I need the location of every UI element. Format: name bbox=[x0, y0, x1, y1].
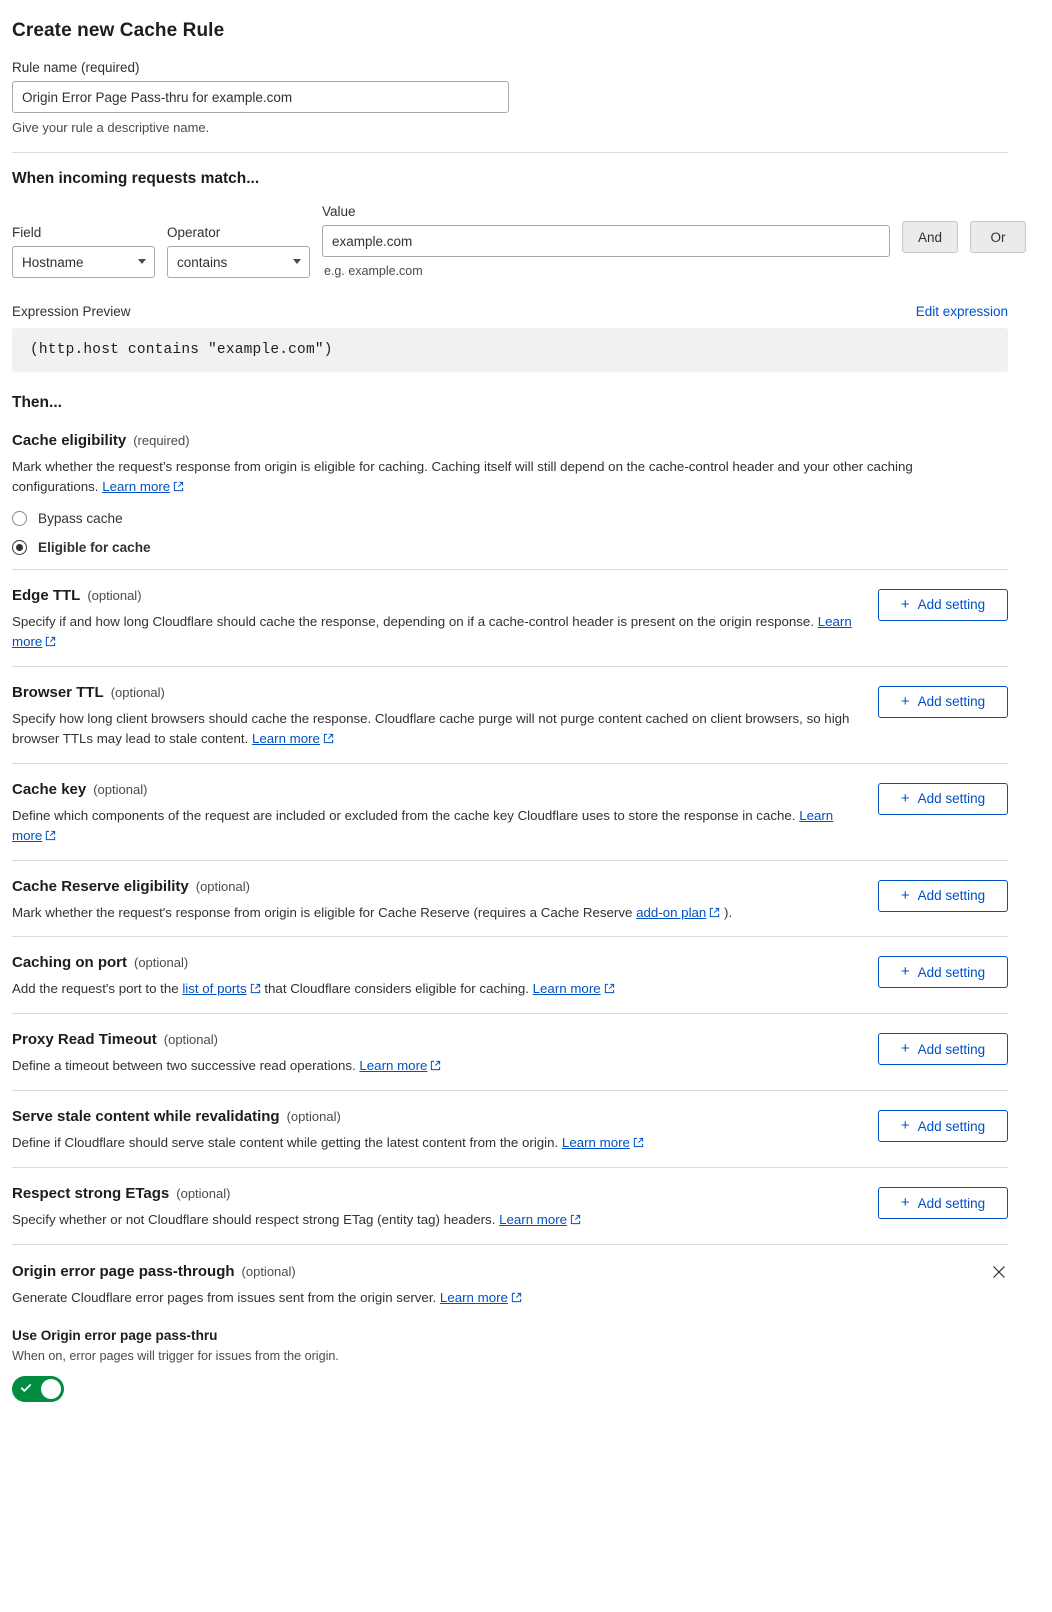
respect-etags-description-text: Specify whether or not Cloudflare should respect strong ETag (entity tag) headers. bbox=[12, 1212, 500, 1228]
caching-on-port-description-mid: that Cloudflare considers eligible for caching. bbox=[260, 981, 533, 997]
setting-block-browser-ttl bbox=[12, 667, 1008, 764]
external-link-icon bbox=[430, 1060, 441, 1071]
cache-eligibility-description-text: Mark whether the request’s response from origin is eligible for caching. Caching itself will still depend on the cache-control header and your other caching configurations. bbox=[12, 459, 913, 494]
operator-select-value: contains bbox=[177, 254, 228, 270]
add-setting-button-cache-key[interactable] bbox=[878, 783, 1008, 815]
and-column bbox=[902, 221, 958, 278]
add-setting-button-proxy-read-timeout[interactable] bbox=[878, 1033, 1008, 1065]
cache-eligibility-description bbox=[12, 457, 997, 497]
rule-name-helper: Give your rule a descriptive name. bbox=[12, 120, 210, 135]
add-setting-button-serve-stale[interactable] bbox=[878, 1110, 1008, 1142]
operator-select-wrap bbox=[167, 246, 310, 278]
serve-stale-tag: (optional) bbox=[286, 1109, 341, 1125]
plus-icon: + bbox=[900, 886, 910, 904]
add-setting-label: Add setting bbox=[917, 888, 986, 903]
match-section-title: When incoming requests match... bbox=[12, 170, 260, 187]
origin-error-page-tag: (optional) bbox=[241, 1264, 296, 1280]
divider-rule-name bbox=[12, 152, 1008, 153]
serve-stale-header bbox=[12, 1108, 858, 1125]
radio-icon bbox=[12, 511, 27, 526]
field-select[interactable] bbox=[12, 246, 155, 278]
radio-icon-selected bbox=[12, 540, 27, 555]
external-link-icon bbox=[173, 481, 184, 492]
plus-icon: + bbox=[900, 963, 910, 981]
add-setting-button-caching-on-port[interactable] bbox=[878, 956, 1008, 988]
cache-reserve-title: Cache Reserve eligibility bbox=[12, 877, 189, 895]
origin-error-page-title: Origin error page pass-through bbox=[12, 1263, 235, 1281]
value-label: Value bbox=[322, 204, 356, 219]
proxy-read-timeout-header bbox=[12, 1031, 858, 1048]
plus-icon: + bbox=[900, 1040, 910, 1058]
origin-error-page-block bbox=[12, 1245, 1008, 1416]
list-of-ports-link[interactable]: list of ports bbox=[182, 981, 247, 997]
then-title: Then... bbox=[12, 394, 62, 411]
origin-error-page-header bbox=[12, 1263, 1008, 1280]
add-setting-label: Add setting bbox=[917, 964, 986, 980]
rule-name-label: Rule name (required) bbox=[12, 60, 140, 75]
learn-more-link[interactable]: Learn more bbox=[359, 1058, 428, 1074]
expression-preview: (http.host contains "example.com") bbox=[12, 328, 1008, 372]
value-helper: e.g. example.com bbox=[324, 264, 423, 278]
add-setting-label: Add setting bbox=[917, 1195, 986, 1211]
cache-reserve-header bbox=[12, 878, 858, 895]
cache-eligibility-block bbox=[12, 412, 1008, 570]
caching-on-port-tag: (optional) bbox=[134, 955, 189, 971]
edge-ttl-description-text: Specify if and how long Cloudflare should cache the response, depending on if a cache-control header is present on the origin response. bbox=[12, 613, 818, 629]
external-link-icon bbox=[633, 1137, 644, 1148]
browser-ttl-description bbox=[12, 709, 858, 749]
page-title: Create new Cache Rule bbox=[12, 20, 225, 41]
cache-reserve-description-after: ). bbox=[720, 904, 733, 920]
learn-more-link[interactable]: Learn more bbox=[251, 730, 320, 746]
radio-bypass-cache-label: Bypass cache bbox=[38, 510, 123, 526]
or-button[interactable]: Or bbox=[970, 221, 1026, 253]
respect-etags-tag: (optional) bbox=[176, 1186, 231, 1202]
add-setting-label: Add setting bbox=[917, 694, 986, 710]
caching-on-port-title: Caching on port bbox=[12, 954, 127, 972]
cache-key-title: Cache key bbox=[12, 780, 87, 798]
external-link-icon bbox=[604, 983, 615, 994]
external-link-icon bbox=[709, 907, 720, 918]
operator-select[interactable] bbox=[167, 246, 310, 278]
cache-key-header bbox=[12, 781, 858, 798]
caching-on-port-description-text: Add the request's port to the bbox=[12, 981, 183, 997]
browser-ttl-tag: (optional) bbox=[110, 684, 165, 700]
setting-block-edge-ttl bbox=[12, 570, 1008, 667]
caching-on-port-header bbox=[12, 954, 858, 971]
serve-stale-description bbox=[12, 1133, 858, 1153]
cache-reserve-description-text: Mark whether the request's response from origin is eligible for Cache Reserve (requires a Cache Reserve bbox=[12, 904, 637, 920]
field-select-wrap bbox=[12, 246, 155, 278]
learn-more-link[interactable]: Learn more bbox=[12, 807, 834, 843]
origin-error-page-description bbox=[12, 1288, 997, 1308]
add-setting-label: Add setting bbox=[917, 1041, 986, 1057]
plus-icon: + bbox=[900, 1117, 910, 1135]
origin-error-toggle-subtext: When on, error pages will trigger for issues from the origin. bbox=[12, 1349, 339, 1364]
close-icon[interactable] bbox=[990, 1263, 1008, 1281]
edge-ttl-tag: (optional) bbox=[87, 587, 142, 603]
setting-block-respect-etags bbox=[12, 1168, 1008, 1245]
learn-more-link[interactable]: Learn more bbox=[102, 478, 171, 494]
cache-key-tag: (optional) bbox=[93, 781, 148, 797]
setting-block-cache-reserve bbox=[12, 861, 1008, 938]
learn-more-link[interactable]: Learn more bbox=[12, 613, 852, 649]
radio-eligible-for-cache-label: Eligible for cache bbox=[38, 539, 151, 555]
add-setting-button-cache-reserve[interactable] bbox=[878, 880, 1008, 912]
plus-icon: + bbox=[900, 1194, 910, 1212]
external-link-icon bbox=[511, 1292, 522, 1303]
add-setting-button-respect-etags[interactable] bbox=[878, 1187, 1008, 1219]
operator-label: Operator bbox=[167, 225, 221, 240]
add-on-plan-link[interactable]: add-on plan bbox=[636, 904, 707, 920]
proxy-read-timeout-description bbox=[12, 1056, 858, 1076]
browser-ttl-description-text: Specify how long client browsers should cache the response. Cloudflare cache purge will not purge content cached on client browsers, so high browser TTLs may lead to stale content. bbox=[12, 710, 850, 746]
cache-key-description bbox=[12, 806, 858, 846]
add-setting-label: Add setting bbox=[917, 1118, 986, 1134]
toggle-knob bbox=[41, 1379, 61, 1399]
respect-etags-title: Respect strong ETags bbox=[12, 1185, 170, 1203]
add-setting-button-edge-ttl[interactable] bbox=[878, 589, 1008, 621]
edge-ttl-header bbox=[12, 587, 858, 604]
external-link-icon bbox=[570, 1214, 581, 1225]
plus-icon: + bbox=[900, 692, 910, 710]
check-icon bbox=[20, 1381, 32, 1393]
origin-error-page-description-text: Generate Cloudflare error pages from issues sent from the origin server. bbox=[12, 1290, 440, 1306]
proxy-read-timeout-description-text: Define a timeout between two successive read operations. bbox=[12, 1058, 360, 1074]
setting-block-serve-stale bbox=[12, 1091, 1008, 1168]
cache-reserve-description bbox=[12, 903, 858, 923]
origin-error-page-toggle[interactable] bbox=[12, 1376, 64, 1402]
add-setting-button-browser-ttl[interactable] bbox=[878, 686, 1008, 718]
plus-icon: + bbox=[900, 595, 910, 613]
value-column bbox=[322, 204, 890, 278]
proxy-read-timeout-tag: (optional) bbox=[163, 1032, 218, 1048]
respect-etags-header bbox=[12, 1185, 858, 1202]
external-link-icon bbox=[45, 830, 56, 841]
external-link-icon bbox=[45, 636, 56, 647]
setting-block-cache-key bbox=[12, 764, 1008, 861]
external-link-icon bbox=[250, 983, 261, 994]
edge-ttl-title: Edge TTL bbox=[12, 586, 81, 604]
cache-eligibility-tag: (required) bbox=[133, 433, 190, 448]
expression-header bbox=[12, 304, 1008, 319]
match-row bbox=[12, 204, 1008, 278]
or-column bbox=[970, 221, 1026, 278]
edge-ttl-description bbox=[12, 612, 858, 652]
radio-bypass-cache[interactable] bbox=[12, 511, 1008, 526]
respect-etags-description bbox=[12, 1210, 858, 1230]
rule-name-input[interactable] bbox=[12, 81, 509, 113]
serve-stale-title: Serve stale content while revalidating bbox=[12, 1108, 280, 1126]
cache-eligibility-title: Cache eligibility bbox=[12, 432, 127, 449]
field-select-value: Hostname bbox=[22, 254, 84, 270]
learn-more-link[interactable]: Learn more bbox=[499, 1212, 568, 1228]
external-link-icon bbox=[323, 733, 334, 744]
origin-error-toggle-title: Use Origin error page pass-thru bbox=[12, 1328, 218, 1344]
learn-more-link[interactable]: Learn more bbox=[561, 1135, 630, 1151]
add-setting-label: Add setting bbox=[917, 597, 986, 613]
setting-block-proxy-read-timeout bbox=[12, 1014, 1008, 1091]
caching-on-port-description bbox=[12, 979, 858, 999]
value-input[interactable] bbox=[322, 225, 890, 257]
browser-ttl-header bbox=[12, 684, 858, 701]
cache-eligibility-header bbox=[12, 432, 1008, 449]
cache-reserve-tag: (optional) bbox=[195, 878, 250, 894]
serve-stale-description-text: Define if Cloudflare should serve stale content while getting the latest content from the origin. bbox=[12, 1135, 562, 1151]
cache-key-description-text: Define which components of the request are included or excluded from the cache key Cloudflare uses to store the response in cache. bbox=[12, 807, 800, 823]
proxy-read-timeout-title: Proxy Read Timeout bbox=[12, 1031, 157, 1049]
expression-preview-label: Expression Preview bbox=[12, 304, 131, 319]
field-label: Field bbox=[12, 225, 42, 240]
browser-ttl-title: Browser TTL bbox=[12, 683, 104, 701]
plus-icon: + bbox=[900, 789, 910, 807]
learn-more-link[interactable]: Learn more bbox=[532, 981, 601, 997]
learn-more-link[interactable]: Learn more bbox=[439, 1290, 508, 1306]
edit-expression-link[interactable]: Edit expression bbox=[915, 304, 1008, 319]
operator-column bbox=[167, 225, 310, 278]
add-setting-label: Add setting bbox=[917, 791, 986, 807]
and-button[interactable]: And bbox=[902, 221, 958, 253]
radio-eligible-for-cache[interactable] bbox=[12, 540, 1008, 555]
setting-block-caching-on-port bbox=[12, 937, 1008, 1014]
field-column bbox=[12, 225, 155, 278]
